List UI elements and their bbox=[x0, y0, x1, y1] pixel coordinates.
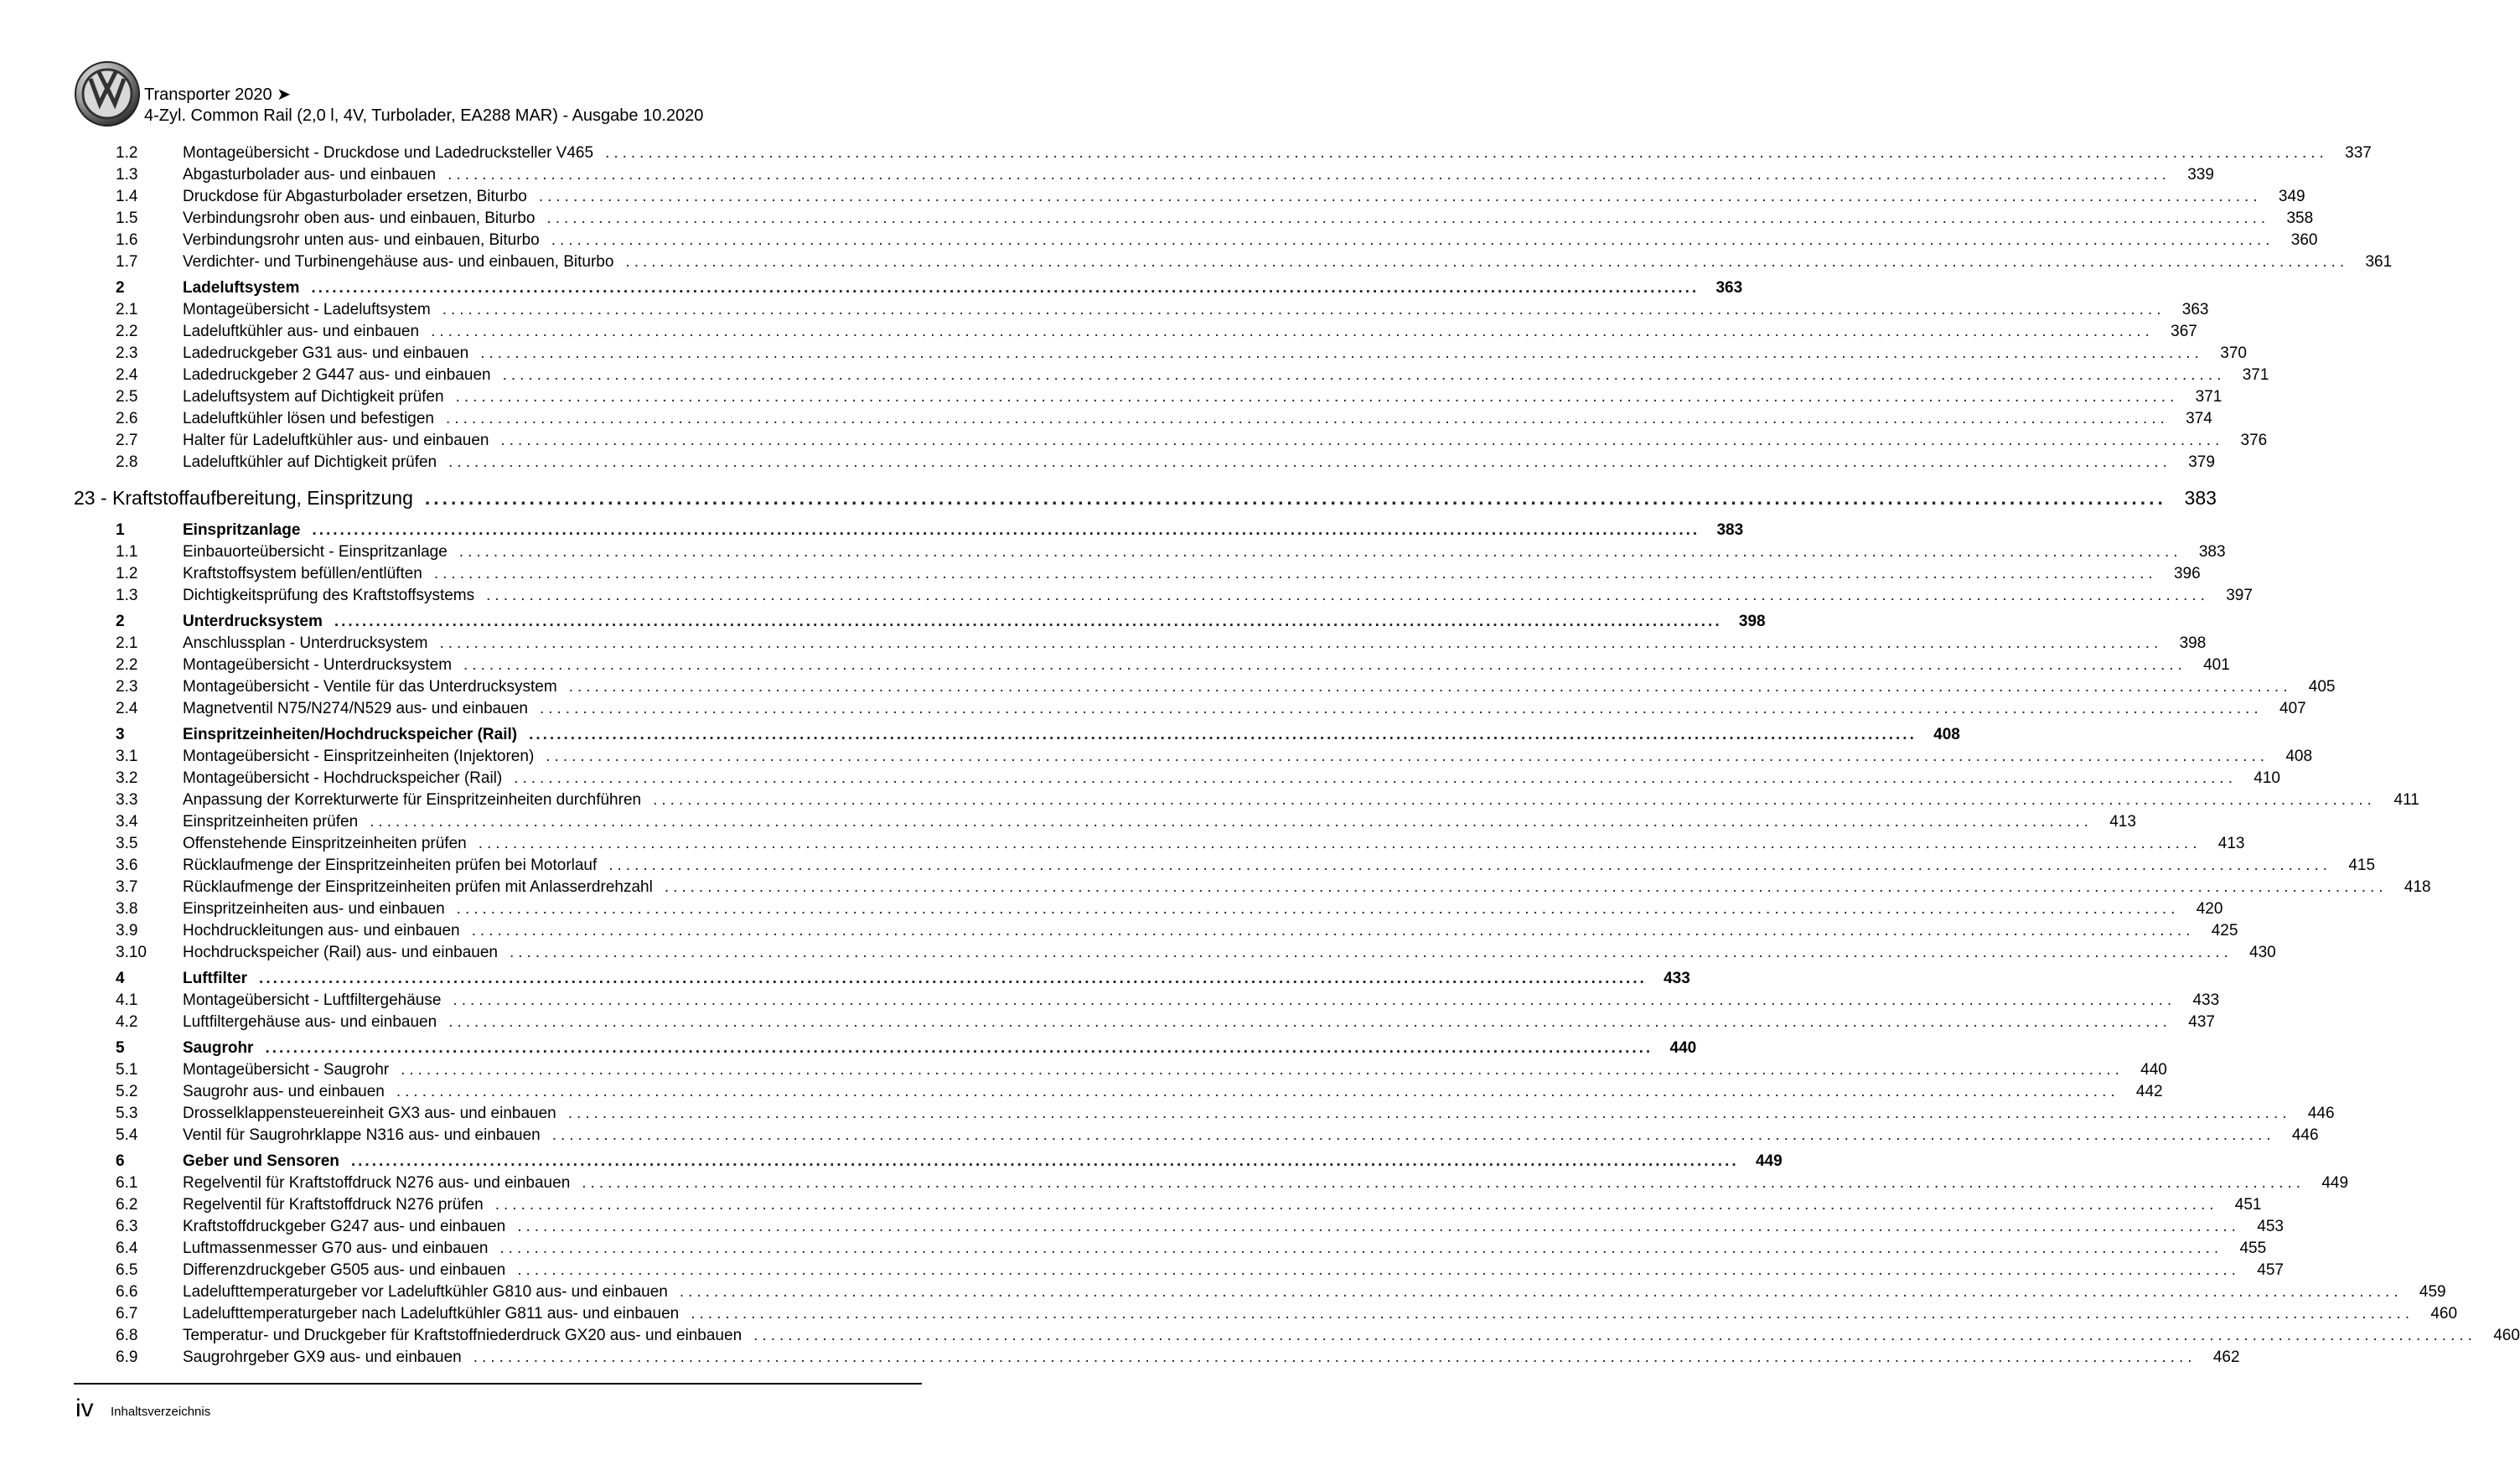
toc-title: Ladedruckgeber 2 G447 aus- und einbauen bbox=[183, 366, 491, 384]
toc-leader-dots: ........................................................................................................................................................................................................ bbox=[448, 166, 2171, 184]
toc-entry[interactable] bbox=[74, 188, 2305, 210]
toc-page-number: 408 bbox=[1933, 726, 1960, 743]
toc-title: Ladeluftsystem auf Dichtigkeit prüfen bbox=[183, 388, 444, 406]
toc-section[interactable] bbox=[74, 1039, 1697, 1061]
toc-title: Geber und Sensoren bbox=[183, 1152, 339, 1170]
toc-title: Regelventil für Kraftstoffdruck N276 prüfen bbox=[183, 1196, 484, 1214]
toc-entry[interactable] bbox=[74, 769, 2280, 791]
toc-number: 3.7 bbox=[116, 878, 138, 896]
toc-entry[interactable] bbox=[74, 1061, 2167, 1083]
toc-page-number: 411 bbox=[2393, 791, 2419, 809]
toc-number: 6.5 bbox=[116, 1261, 138, 1279]
toc-leader-dots: ........................................................................................................................................................................................................ bbox=[605, 144, 2328, 162]
toc-leader-dots: ........................................................................................................................................................................................................ bbox=[455, 388, 2179, 406]
toc-title: Hochdruckleitungen aus- und einbauen bbox=[183, 922, 460, 939]
toc-leader-dots: ........................................................................................................................................................................................................ bbox=[486, 587, 2209, 604]
toc-page-number: 449 bbox=[1755, 1152, 1783, 1170]
toc-page-number: 413 bbox=[2109, 813, 2136, 831]
toc-title: Dichtigkeitsprüfung des Kraftstoffsystems bbox=[183, 587, 475, 604]
toc-leader-dots: ........................................................................................................................................................................................................ bbox=[499, 1240, 2223, 1257]
toc-leader-dots: ........................................................................................................................................................................................................ bbox=[582, 1174, 2305, 1192]
toc-number: 2.3 bbox=[116, 344, 138, 362]
toc-title: Saugrohr bbox=[183, 1039, 254, 1057]
toc-entry[interactable] bbox=[74, 231, 2318, 253]
toc-page-number: 459 bbox=[2419, 1283, 2446, 1301]
toc-title: 23 - Kraftstoffaufbereitung, Einspritzung bbox=[74, 487, 413, 509]
toc-leader-dots: ........................................................................................................................................................................................................ bbox=[439, 634, 2163, 652]
toc-title: Druckdose für Abgasturbolader ersetzen, Biturbo bbox=[183, 188, 527, 205]
toc-page-number: 383 bbox=[1716, 521, 1744, 539]
toc-page-number: 379 bbox=[2188, 453, 2215, 471]
toc-title: Montageübersicht - Ventile für das Unterdrucksystem bbox=[183, 678, 557, 696]
toc-page-number: 430 bbox=[2249, 944, 2276, 961]
toc-number: 3.9 bbox=[116, 922, 138, 939]
toc-number: 3 bbox=[116, 726, 125, 743]
toc-leader-dots: ........................................................................................................................................................................................................ bbox=[259, 970, 1647, 987]
toc-leader-dots: ........................................................................................................................................................................................................ bbox=[568, 678, 2292, 696]
toc-number: 2.1 bbox=[116, 301, 138, 318]
toc-number: 4 bbox=[116, 970, 125, 987]
toc-title: Einbauorteübersicht - Einspritzanlage bbox=[183, 543, 448, 561]
footer-divider bbox=[74, 1383, 922, 1385]
toc-title: Ladelufttemperaturgeber vor Ladeluftkühler G810 aus- und einbauen bbox=[183, 1283, 668, 1301]
toc-leader-dots: ........................................................................................................................................................................................................ bbox=[311, 279, 1700, 297]
toc-number: 1.3 bbox=[116, 166, 138, 184]
toc-entry[interactable] bbox=[74, 678, 2336, 700]
toc-leader-dots: ........................................................................................................................................................................................................ bbox=[448, 1013, 2171, 1031]
toc-title: Abgasturbolader aus- und einbauen bbox=[183, 166, 437, 184]
toc-leader-dots: ........................................................................................................................................................................................................ bbox=[480, 344, 2203, 362]
toc-number: 4.2 bbox=[116, 1013, 138, 1031]
toc-title: Ladelufttemperaturgeber nach Ladeluftkühler G811 aus- und einbauen bbox=[183, 1305, 680, 1322]
toc-number: 2.2 bbox=[116, 656, 138, 674]
toc-entry[interactable] bbox=[74, 1126, 2319, 1148]
toc-entry[interactable] bbox=[74, 344, 2247, 366]
toc-page-number: 460 bbox=[2493, 1327, 2520, 1344]
toc-entry[interactable] bbox=[74, 922, 2238, 944]
toc-entry[interactable] bbox=[74, 587, 2253, 608]
toc-leader-dots: ........................................................................................................................................................................................................ bbox=[431, 323, 2154, 340]
toc-page-number: 437 bbox=[2188, 1013, 2215, 1031]
toc-leader-dots: ........................................................................................................................................................................................................ bbox=[539, 700, 2263, 717]
toc-page-number: 433 bbox=[2192, 991, 2220, 1009]
toc-entry[interactable] bbox=[74, 388, 2222, 410]
toc-entry[interactable] bbox=[74, 1240, 2267, 1261]
toc-leader-dots: ........................................................................................................................................................................................................ bbox=[456, 900, 2180, 918]
toc-title: Montageübersicht - Einspritzeinheiten (Injektoren) bbox=[183, 748, 535, 765]
toc-entry[interactable] bbox=[74, 1218, 2284, 1240]
toc-page-number: 442 bbox=[2135, 1083, 2163, 1100]
toc-entry[interactable] bbox=[74, 878, 2431, 900]
toc-number: 2.2 bbox=[116, 323, 138, 340]
toc-entry[interactable] bbox=[74, 1327, 2520, 1348]
toc-number: 2.1 bbox=[116, 634, 138, 652]
toc-page-number: 449 bbox=[2321, 1174, 2349, 1192]
toc-number: 2.4 bbox=[116, 700, 138, 717]
toc-number: 6 bbox=[116, 1152, 125, 1170]
toc-page-number: 358 bbox=[2286, 210, 2314, 227]
toc-leader-dots: ........................................................................................................................................................................................................ bbox=[664, 878, 2388, 896]
toc-leader-dots: ........................................................................................................................................................................................................ bbox=[538, 188, 2262, 205]
toc-page-number: 418 bbox=[2404, 878, 2431, 896]
toc-page-number: 370 bbox=[2220, 344, 2247, 362]
toc-title: Montageübersicht - Ladeluftsystem bbox=[183, 301, 431, 318]
toc-page-number: 433 bbox=[1664, 970, 1690, 987]
toc-leader-dots: ........................................................................................................................................................................................................ bbox=[608, 857, 2332, 874]
toc-leader-dots: ........................................................................................................................................................................................................ bbox=[433, 565, 2157, 582]
toc-section[interactable] bbox=[74, 970, 1690, 991]
toc-leader-dots: ........................................................................................................................................................................................................ bbox=[546, 748, 2269, 765]
toc-leader-dots: ........................................................................................................................................................................................................ bbox=[691, 1305, 2414, 1322]
toc-leader-dots: ........................................................................................................................................................................................................ bbox=[517, 1218, 2240, 1235]
toc-title: Hochdruckspeicher (Rail) aus- und einbauen bbox=[183, 944, 498, 961]
toc-leader-dots: ........................................................................................................................................................................................................ bbox=[442, 301, 2166, 318]
toc-page-number: 425 bbox=[2211, 922, 2238, 939]
toc-title: Kraftstoffsystem befüllen/entlüften bbox=[183, 565, 422, 582]
toc-title: Temperatur- und Druckgeber für Kraftstoffniederdruck GX20 aus- und einbauen bbox=[183, 1327, 743, 1344]
toc-title: Luftfiltergehäuse aus- und einbauen bbox=[183, 1013, 437, 1031]
toc-leader-dots: ........................................................................................................................................................................................................ bbox=[502, 366, 2226, 384]
toc-page-number: 408 bbox=[2285, 748, 2313, 765]
toc-entry[interactable] bbox=[74, 366, 2269, 388]
toc-entry[interactable] bbox=[74, 857, 2376, 878]
toc-entry[interactable] bbox=[74, 1083, 2163, 1105]
footer-label: Inhaltsverzeichnis bbox=[111, 1405, 211, 1419]
toc-leader-dots: ........................................................................................................................................................................................................ bbox=[458, 543, 2182, 561]
toc-page-number: 361 bbox=[2365, 253, 2393, 271]
toc-leader-dots: ........................................................................................................................................................................................................ bbox=[401, 1061, 2124, 1079]
toc-number: 1 bbox=[116, 521, 125, 539]
toc-number: 2 bbox=[116, 613, 125, 630]
toc-title: Luftmassenmesser G70 aus- und einbauen bbox=[183, 1240, 489, 1257]
toc-title: Anschlussplan - Unterdrucksystem bbox=[183, 634, 428, 652]
toc-number: 1.4 bbox=[116, 188, 138, 205]
toc-number: 5 bbox=[116, 1039, 125, 1057]
toc-number: 2.8 bbox=[116, 453, 138, 471]
toc-title: Saugrohrgeber GX9 aus- und einbauen bbox=[183, 1348, 462, 1366]
toc-page-number: 446 bbox=[2307, 1105, 2335, 1122]
toc-page-number: 398 bbox=[2179, 634, 2207, 652]
toc-title: Ladedruckgeber G31 aus- und einbauen bbox=[183, 344, 469, 362]
toc-leader-dots: ........................................................................................................................................................................................................ bbox=[517, 1261, 2240, 1279]
toc-page-number: 374 bbox=[2186, 410, 2212, 427]
toc-section[interactable] bbox=[74, 1152, 1783, 1174]
toc-entry[interactable] bbox=[74, 835, 2245, 857]
toc-page-number: 360 bbox=[2290, 231, 2318, 249]
toc-number: 5.2 bbox=[116, 1083, 138, 1100]
toc-leader-dots: ........................................................................................................................................................................................................ bbox=[546, 210, 2270, 227]
toc-number: 6.9 bbox=[116, 1348, 138, 1366]
toc-section[interactable] bbox=[74, 521, 1744, 543]
toc-entry[interactable] bbox=[74, 253, 2393, 275]
toc-number: 2.7 bbox=[116, 432, 138, 449]
toc-entry[interactable] bbox=[74, 144, 2372, 166]
toc-page-number: 451 bbox=[2234, 1196, 2262, 1214]
toc-entry[interactable] bbox=[74, 900, 2223, 922]
toc-entry[interactable] bbox=[74, 1283, 2446, 1305]
toc-entry[interactable] bbox=[74, 1196, 2262, 1218]
toc-page-number: 371 bbox=[2195, 388, 2222, 406]
toc-number: 2.3 bbox=[116, 678, 138, 696]
toc-number: 6.1 bbox=[116, 1174, 138, 1192]
toc-leader-dots: ........................................................................................................................................................................................................ bbox=[551, 1126, 2275, 1144]
toc-title: Ladeluftkühler aus- und einbauen bbox=[183, 323, 420, 340]
toc-page-number: 363 bbox=[1715, 279, 1743, 297]
toc-leader-dots: ........................................................................................................................................................................................................ bbox=[679, 1283, 2403, 1301]
toc-number: 3.10 bbox=[116, 944, 147, 961]
toc-entry[interactable] bbox=[74, 813, 2136, 835]
toc-number: 2.4 bbox=[116, 366, 138, 384]
toc-number: 1.1 bbox=[116, 543, 138, 561]
toc-title: Einspritzeinheiten prüfen bbox=[183, 813, 359, 831]
toc-leader-dots: ........................................................................................................................................................................................................ bbox=[446, 410, 2169, 427]
toc-page-number: 367 bbox=[2171, 323, 2197, 340]
toc-number: 3.4 bbox=[116, 813, 138, 831]
toc-number: 3.3 bbox=[116, 791, 138, 809]
toc-number: 1.2 bbox=[116, 565, 138, 582]
toc-title: Verdichter- und Turbinengehäuse aus- und einbauen, Biturbo bbox=[183, 253, 614, 271]
toc-page-number: 376 bbox=[2240, 432, 2268, 449]
toc-page-number: 383 bbox=[2184, 487, 2217, 509]
toc-page-number: 407 bbox=[2279, 700, 2306, 717]
toc-entry[interactable] bbox=[74, 301, 2209, 323]
toc-title: Montageübersicht - Saugrohr bbox=[183, 1061, 390, 1079]
toc-page-number: 337 bbox=[2345, 144, 2372, 162]
toc-leader-dots: ........................................................................................................................................................................................................ bbox=[463, 656, 2186, 674]
toc-number: 2.5 bbox=[116, 388, 138, 406]
toc-title: Verbindungsrohr unten aus- und einbauen, Biturbo bbox=[183, 231, 540, 249]
vw-logo bbox=[74, 60, 141, 127]
toc-page-number: 397 bbox=[2226, 587, 2253, 604]
toc-entry[interactable] bbox=[74, 166, 2214, 188]
toc-title: Drosselklappensteuereinheit GX3 aus- und einbauen bbox=[183, 1105, 556, 1122]
toc-entry[interactable] bbox=[74, 323, 2197, 344]
toc-entry[interactable] bbox=[74, 1261, 2284, 1283]
toc-title: Einspritzeinheiten/Hochdruckspeicher (Rail) bbox=[183, 726, 518, 743]
toc-leader-dots: ........................................................................................................................................................................................................ bbox=[453, 991, 2176, 1009]
toc-page-number: 446 bbox=[2291, 1126, 2319, 1144]
toc-chapter[interactable] bbox=[74, 487, 2217, 517]
toc-page-number: 462 bbox=[2212, 1348, 2240, 1366]
toc-number: 3.8 bbox=[116, 900, 138, 918]
page-header bbox=[74, 60, 922, 127]
toc-number: 3.6 bbox=[116, 857, 138, 874]
header-subtitle: 4-Zyl. Common Rail (2,0 l, 4V, Turbolader, EA288 MAR) - Ausgabe 10.2020 bbox=[144, 106, 704, 125]
toc-entry[interactable] bbox=[74, 1174, 2349, 1196]
header-title: Transporter 2020 ➤ bbox=[144, 85, 291, 104]
toc-title: Luftfilter bbox=[183, 970, 248, 987]
toc-page-number: 371 bbox=[2242, 366, 2269, 384]
toc-page-number: 398 bbox=[1738, 613, 1766, 630]
toc-number: 1.6 bbox=[116, 231, 138, 249]
toc-page-number: 405 bbox=[2308, 678, 2336, 696]
toc-leader-dots: ........................................................................................................................................................................................................ bbox=[312, 521, 1700, 539]
toc-section[interactable] bbox=[74, 613, 1766, 634]
toc-page-number: 383 bbox=[2198, 543, 2226, 561]
toc-entry[interactable] bbox=[74, 634, 2207, 656]
toc-leader-dots: ........................................................................................................................................................................................................ bbox=[753, 1327, 2476, 1344]
toc-leader-dots: ........................................................................................................................................................................................................ bbox=[350, 1152, 1739, 1170]
toc-page-number: 455 bbox=[2239, 1240, 2267, 1257]
toc-page-number: 415 bbox=[2348, 857, 2376, 874]
toc-leader-dots: ........................................................................................................................................................................................................ bbox=[424, 487, 2166, 509]
toc-leader-dots: ........................................................................................................................................................................................................ bbox=[551, 231, 2274, 249]
toc-title: Differenzdruckgeber G505 aus- und einbauen bbox=[183, 1261, 506, 1279]
toc-leader-dots: ........................................................................................................................................................................................................ bbox=[529, 726, 1917, 743]
toc-section[interactable] bbox=[74, 279, 1743, 301]
toc-entry[interactable] bbox=[74, 791, 2419, 813]
toc-title: Unterdrucksystem bbox=[183, 613, 323, 630]
toc-page-number: 453 bbox=[2257, 1218, 2284, 1235]
toc-number: 1.7 bbox=[116, 253, 138, 271]
toc-page-number: 440 bbox=[1669, 1039, 1697, 1057]
toc-entry[interactable] bbox=[74, 991, 2220, 1013]
footer-page-number: iv bbox=[75, 1395, 94, 1422]
toc-title: Ventil für Saugrohrklappe N316 aus- und einbauen bbox=[183, 1126, 541, 1144]
toc-page-number: 396 bbox=[2173, 565, 2201, 582]
toc-leader-dots: ........................................................................................................................................................................................................ bbox=[334, 613, 1722, 630]
toc-number: 6.2 bbox=[116, 1196, 138, 1214]
toc-leader-dots: ........................................................................................................................................................................................................ bbox=[500, 432, 2224, 449]
toc-leader-dots: ........................................................................................................................................................................................................ bbox=[448, 453, 2171, 471]
toc-number: 3.2 bbox=[116, 769, 138, 787]
toc-title: Verbindungsrohr oben aus- und einbauen, Biturbo bbox=[183, 210, 536, 227]
toc-entry[interactable] bbox=[74, 1348, 2240, 1370]
toc-number: 3.1 bbox=[116, 748, 138, 765]
toc-page-number: 363 bbox=[2181, 301, 2209, 318]
toc-leader-dots: ........................................................................................................................................................................................................ bbox=[478, 835, 2202, 852]
toc-title: Montageübersicht - Druckdose und Ladedrucksteller V465 bbox=[183, 144, 594, 162]
toc-leader-dots: ........................................................................................................................................................................................................ bbox=[396, 1083, 2119, 1100]
toc-number: 5.1 bbox=[116, 1061, 138, 1079]
toc-number: 1.5 bbox=[116, 210, 138, 227]
toc-number: 4.1 bbox=[116, 991, 138, 1009]
toc-number: 6.7 bbox=[116, 1305, 138, 1322]
toc-page-number: 460 bbox=[2430, 1305, 2458, 1322]
toc-leader-dots: ........................................................................................................................................................................................................ bbox=[473, 1348, 2197, 1366]
toc-title: Offenstehende Einspritzeinheiten prüfen bbox=[183, 835, 467, 852]
toc-number: 6.3 bbox=[116, 1218, 138, 1235]
toc-title: Magnetventil N75/N274/N529 aus- und einbauen bbox=[183, 700, 528, 717]
toc-title: Montageübersicht - Luftfiltergehäuse bbox=[183, 991, 442, 1009]
toc-leader-dots: ........................................................................................................................................................................................................ bbox=[370, 813, 2093, 831]
toc-entry[interactable] bbox=[74, 543, 2226, 565]
toc-title: Einspritzanlage bbox=[183, 521, 301, 539]
toc-entry[interactable] bbox=[74, 1305, 2458, 1327]
toc-entry[interactable] bbox=[74, 748, 2313, 769]
toc-title: Rücklaufmenge der Einspritzeinheiten prüfen mit Anlasserdrehzahl bbox=[183, 878, 653, 896]
toc-entry[interactable] bbox=[74, 1013, 2215, 1035]
toc-title: Halter für Ladeluftkühler aus- und einbauen bbox=[183, 432, 489, 449]
toc-number: 2 bbox=[116, 279, 125, 297]
toc-title: Saugrohr aus- und einbauen bbox=[183, 1083, 385, 1100]
toc-title: Einspritzeinheiten aus- und einbauen bbox=[183, 900, 445, 918]
toc-leader-dots: ........................................................................................................................................................................................................ bbox=[494, 1196, 2218, 1214]
toc-entry[interactable] bbox=[74, 432, 2268, 453]
toc-number: 1.2 bbox=[116, 144, 138, 162]
toc-leader-dots: ........................................................................................................................................................................................................ bbox=[567, 1105, 2291, 1122]
toc-title: Anpassung der Korrekturwerte für Einspritzeinheiten durchführen bbox=[183, 791, 642, 809]
table-of-contents bbox=[74, 144, 2520, 1370]
toc-page-number: 420 bbox=[2196, 900, 2223, 918]
toc-entry[interactable] bbox=[74, 944, 2276, 965]
toc-title: Ladeluftkühler lösen und befestigen bbox=[183, 410, 435, 427]
toc-number: 1.3 bbox=[116, 587, 138, 604]
toc-page-number: 440 bbox=[2140, 1061, 2167, 1079]
toc-page-number: 339 bbox=[2187, 166, 2214, 184]
toc-page-number: 457 bbox=[2257, 1261, 2284, 1279]
toc-leader-dots: ........................................................................................................................................................................................................ bbox=[514, 769, 2237, 787]
toc-leader-dots: ........................................................................................................................................................................................................ bbox=[653, 791, 2376, 809]
toc-entry[interactable] bbox=[74, 410, 2212, 432]
toc-entry[interactable] bbox=[74, 656, 2230, 678]
toc-entry[interactable] bbox=[74, 453, 2215, 475]
toc-title: Regelventil für Kraftstoffdruck N276 aus- und einbauen bbox=[183, 1174, 571, 1192]
toc-leader-dots: ........................................................................................................................................................................................................ bbox=[625, 253, 2349, 271]
toc-page-number: 413 bbox=[2217, 835, 2245, 852]
toc-title: Montageübersicht - Hochdruckspeicher (Rail) bbox=[183, 769, 503, 787]
toc-number: 6.6 bbox=[116, 1283, 138, 1301]
toc-entry[interactable] bbox=[74, 1105, 2335, 1126]
toc-number: 2.6 bbox=[116, 410, 138, 427]
toc-entry[interactable] bbox=[74, 210, 2314, 231]
toc-entry[interactable] bbox=[74, 565, 2201, 587]
toc-title: Kraftstoffdruckgeber G247 aus- und einbauen bbox=[183, 1218, 506, 1235]
toc-title: Ladeluftkühler auf Dichtigkeit prüfen bbox=[183, 453, 437, 471]
toc-leader-dots: ........................................................................................................................................................................................................ bbox=[509, 944, 2233, 961]
toc-title: Montageübersicht - Unterdrucksystem bbox=[183, 656, 453, 674]
toc-page-number: 349 bbox=[2278, 188, 2305, 205]
toc-number: 6.4 bbox=[116, 1240, 138, 1257]
toc-leader-dots: ........................................................................................................................................................................................................ bbox=[265, 1039, 1653, 1057]
toc-section[interactable] bbox=[74, 726, 1960, 748]
toc-page-number: 401 bbox=[2203, 656, 2230, 674]
toc-number: 5.4 bbox=[116, 1126, 138, 1144]
toc-number: 3.5 bbox=[116, 835, 138, 852]
toc-title: Ladeluftsystem bbox=[183, 279, 300, 297]
toc-title: Rücklaufmenge der Einspritzeinheiten prüfen bei Motorlauf bbox=[183, 857, 598, 874]
toc-leader-dots: ........................................................................................................................................................................................................ bbox=[471, 922, 2195, 939]
toc-page-number: 410 bbox=[2254, 769, 2280, 787]
toc-entry[interactable] bbox=[74, 700, 2306, 722]
toc-number: 5.3 bbox=[116, 1105, 138, 1122]
toc-number: 6.8 bbox=[116, 1327, 138, 1344]
